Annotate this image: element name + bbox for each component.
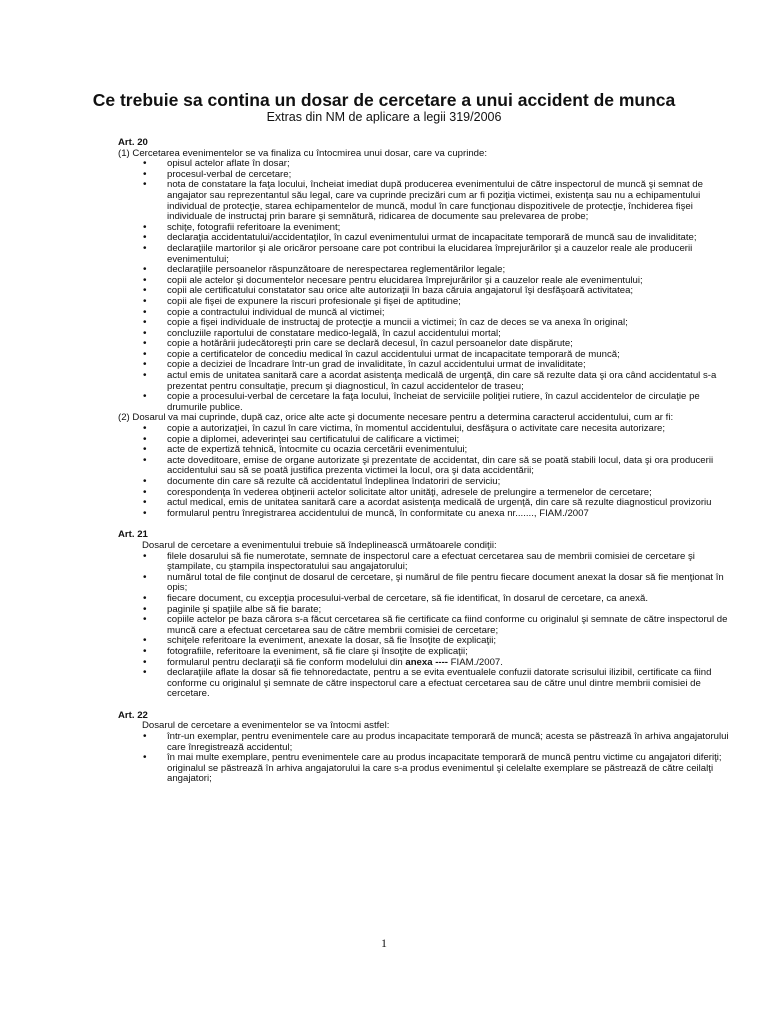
list-item: • declaraţiile martorilor şi ale oricăror persoane care pot contribui la elucidarea împrejurărilor şi a cauzelor reale ale producerii evenimentului; [118,244,734,265]
list-item: • copie a diplomei, adeverinţei sau certificatului de calificare a victimei; [118,435,734,446]
list-item: • copii ale fişei de expunere la riscuri profesionale şi fişei de aptitudine; [118,297,734,308]
page-number: 1 [381,936,387,950]
list-item: • opisul actelor aflate în dosar; [118,159,734,170]
list-item: • concluziile raportului de constatare medico-legală, în cazul accidentului mortal; [118,329,734,340]
list-item: • copie a fişei individuale de instructaj de protecţie a muncii a victimei; în caz de deces se va anexa în original; [118,318,734,329]
article-22-list [118,732,734,785]
document-title: Ce trebuie sa contina un dosar de cercetare a unui accident de munca [92,90,676,110]
list-item: • în mai multe exemplare, pentru evenimentele care au produs incapacitate temporară de muncă pentru victime cu angajatori diferiţi; originalul se păstrează în arhiva angajatorului la care s-a produs evenimentul şi celelalte exemplare se păstrează de către ceilalţi angajatori; [118,753,734,785]
list-item: • corespondenţa în vederea obţinerii actelor solicitate altor unităţi, adresele de prelungire a termenelor de cercetare; [118,488,734,499]
article-20-heading: Art. 20 [118,137,148,148]
article-20 [118,138,734,519]
list-item: • declaraţia accidentatului/accidentaţilor, în cazul evenimentului urmat de incapacitate temporară de muncă sau de invaliditate; [118,233,734,244]
article-21 [118,530,734,700]
article-20-paragraph-1: (1) Cercetarea evenimentelor se va finaliza cu întocmirea unui dosar, care va cuprinde: [118,147,488,159]
formular-annex-ref: anexa ---- [405,656,449,668]
list-item: • schiţele referitoare la eveniment, anexate la dosar, să fie însoţite de explicaţii; [118,636,734,647]
list-item: • copie a contractului individual de muncă al victimei; [118,308,734,319]
list-item: • fiecare document, cu excepţia procesului-verbal de cercetare, să fie identificat, în dosarul de cercetare, ca anexă. [118,594,734,605]
formular-prefix: formularul pentru declaraţii să fie conform modelului din [167,656,406,668]
article-22 [118,711,734,785]
list-item: • actul emis de unitatea sanitară care a acordat asistenţa medicală de urgenţă, din care să rezulte data şi ora când accidentatul s-a prezentat pentru consultaţie, precum şi diagnosticul, în cazul accidentelor de traseu; [118,371,734,392]
list-item: • declaraţiile aflate la dosar să fie tehnoredactate, pentru a se evita eventualele confuzii datorate scrisului ilizibil, certificate ca fiind conforme cu originalul şi semnate de către inspectorul care a efectuat cercetarea sau de către unul dintre membrii comisiei de cercetare. [118,668,734,700]
list-item: • copie a hotărârii judecătoreşti prin care se declară decesul, în cazul persoanelor date dispărute; [118,339,734,350]
list-item: • copii ale actelor şi documentelor necesare pentru elucidarea împrejurărilor şi a cauzelor reale ale evenimentului; [118,276,734,287]
article-21-heading: Art. 21 [118,529,148,541]
article-21-list [118,552,734,700]
list-item: • procesul-verbal de cercetare; [118,170,734,181]
spacer [118,519,734,530]
list-item: • paginile şi spaţiile albe să fie barate; [118,605,734,616]
list-item: • acte de expertiză tehnică, întocmite cu ocazia cercetării evenimentului; [118,445,734,456]
document-subtitle: Extras din NM de aplicare a legii 319/2006 [266,110,502,124]
article-21-intro: Dosarul de cercetare a evenimentului trebuie să îndeplinească următoarele condiţii: [142,539,497,551]
list-item: • într-un exemplar, pentru evenimentele care au produs incapacitate temporară de muncă; acesta se păstrează în arhiva angajatorului care înregistrează accidentul; [118,732,734,753]
list-item: • copie a autorizaţiei, în cazul în care victima, în momentul accidentului, desfăşura o activitate care necesita autorizare; [118,424,734,435]
list-item: • copie a procesului-verbal de cercetare la faţa locului, încheiat de serviciile poliţiei rutiere, în cazul accidentelor de circulaţie pe drumurile publice. [118,392,734,413]
article-20-paragraph-2: (2) Dosarul va mai cuprinde, după caz, orice alte acte şi documente necesare pentru a determina caracterul accidentului, cum ar fi: [118,412,674,424]
list-item: • fotografiile, referitoare la eveniment, să fie clare şi însoţite de explicaţii; [118,647,734,658]
formular-suffix: FIAM./2007. [448,656,503,668]
list-item: • copie a certificatelor de concediu medical în cazul accidentului urmat de incapacitate temporară de muncă; [118,350,734,361]
list-item: • nota de constatare la faţa locului, încheiat imediat după producerea evenimentului de către inspectorul de muncă şi semnat de angajator sau reprezentantul său legal, care va cuprinde precizări cum ar fi poziţia victimei, existenţa sau nu a echipamentului individual de protecţie, starea echipamentelor de muncă, modul în care funcţionau dispozitivele de protecţie, închiderea fişei individuale de instructaj prin barare şi semnătură, ridicarea de documente sau prelevarea de probe; [118,180,734,222]
list-item: • schiţe, fotografii referitoare la eveniment; [118,223,734,234]
list-item: • declaraţiile persoanelor răspunzătoare de nerespectarea reglementărilor legale; [118,265,734,276]
article-20-list-2 [118,424,734,519]
list-item: • copiile actelor pe baza cărora s-a făcut cercetarea să fie certificate ca fiind conforme cu originalul şi semnate de către inspectorul de muncă care a efectuat cercetarea sau de către membrii comisiei de cercetare; [118,615,734,636]
list-item: • filele dosarului să fie numerotate, semnate de inspectorul care a efectuat cercetarea sau de membrii comisiei de cercetare şi ştampilate, cu ştampila inspectoratului sau angajatorului; [118,552,734,573]
document-body [118,138,734,785]
list-item: • numărul total de file conţinut de dosarul de cercetare, şi numărul de file pentru fiecare document anexat la dosar să fie menţionat în opis; [118,573,734,594]
list-item: • formularul pentru înregistrarea accidentului de muncă, în conformitate cu anexa nr......., FIAM./2007 [118,509,734,520]
list-item: • copii ale certificatului constatator sau orice alte autorizaţii în baza căruia angajatorul îşi desfăşoară activitatea; [118,286,734,297]
list-item: • actul medical, emis de unitatea sanitară care a acordat asistenţa medicală de urgenţă, din care să rezulte diagnosticul provizoriu [118,498,734,509]
list-item: • acte doveditoare, emise de organe autorizate şi prezentate de accidentat, din care să se poată stabili locul, data şi ora producerii accidentului sau să se poată justifica prezenta victimei la locul, ora şi data accidentării; [118,456,734,477]
article-22-heading: Art. 22 [118,709,148,721]
article-20-list-1 [118,159,734,413]
list-item: • copie a deciziei de încadrare într-un grad de invaliditate, în cazul accidentului urmat de invaliditate; [118,360,734,371]
spacer [118,700,734,711]
article-22-intro: Dosarul de cercetare a evenimentelor se va întocmi astfel: [142,720,390,732]
list-item: • documente din care să rezulte că accidentatul îndeplinea îndatoriri de serviciu; [118,477,734,488]
